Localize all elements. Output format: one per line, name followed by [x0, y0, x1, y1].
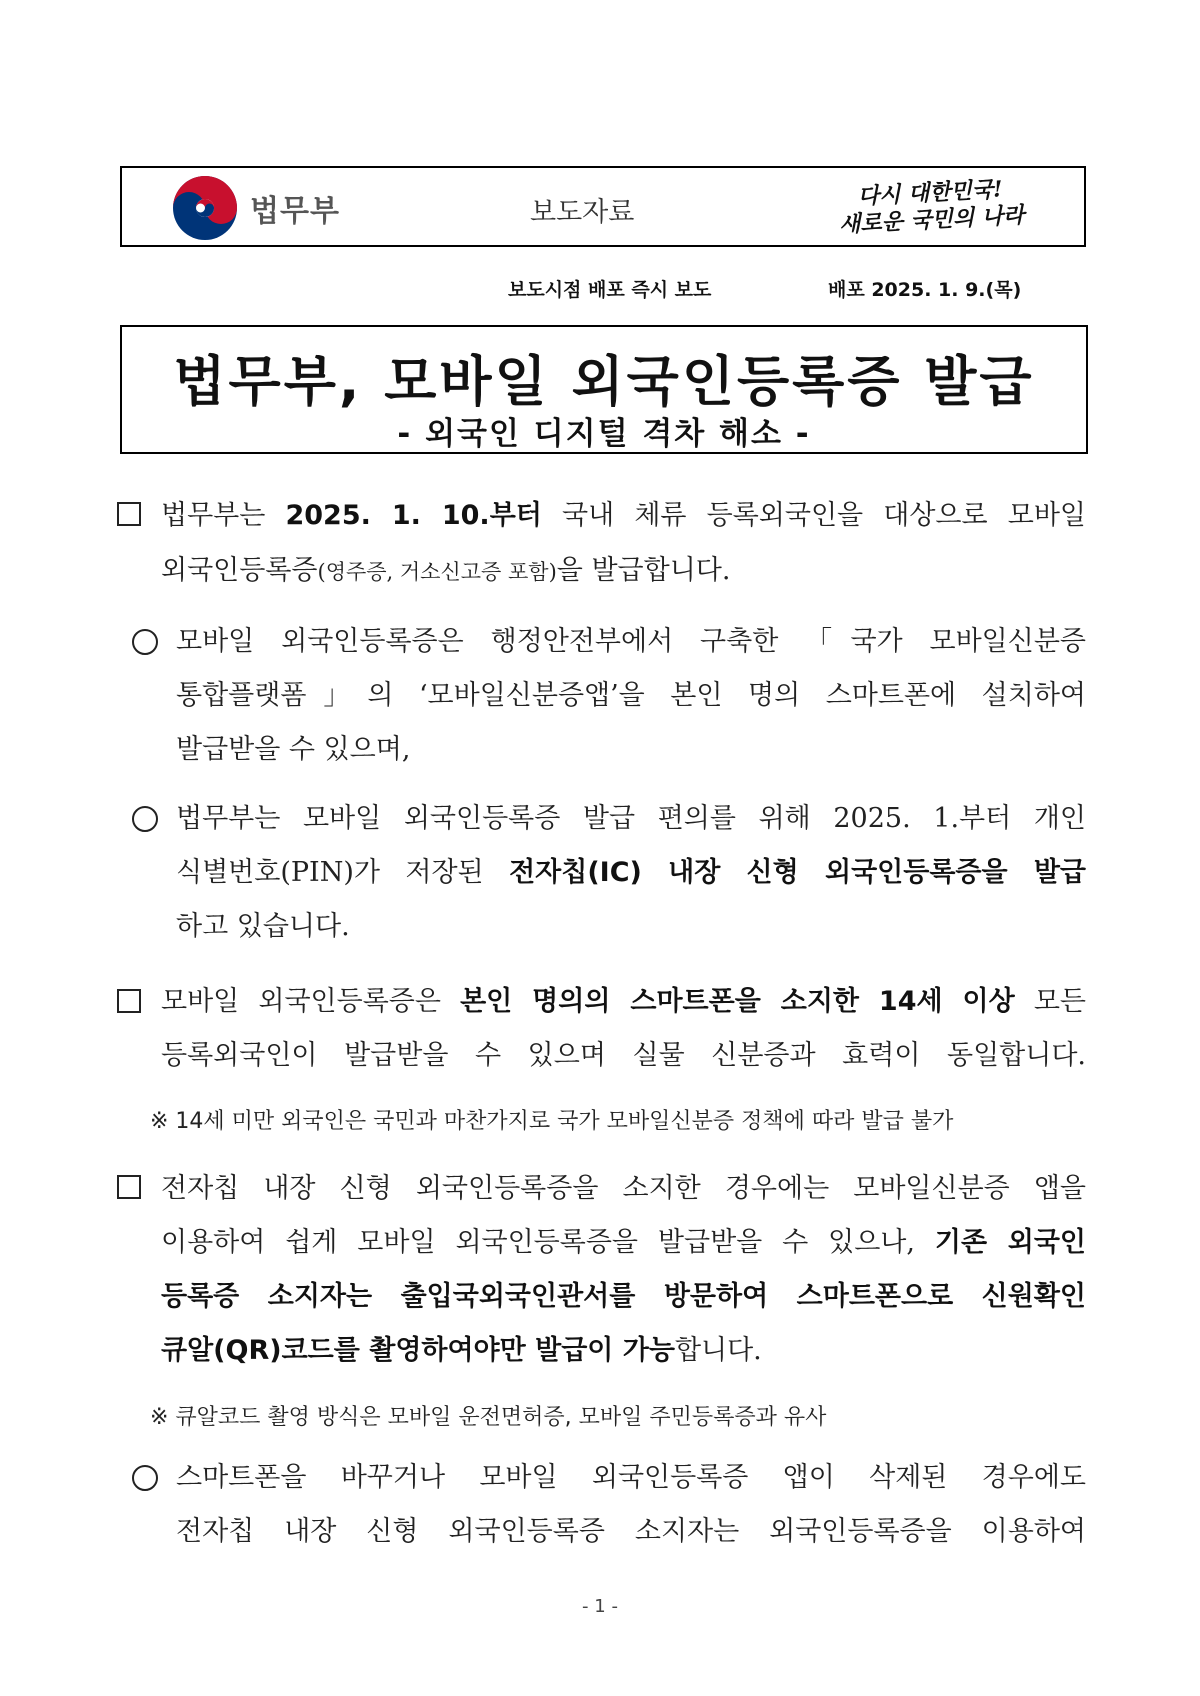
- p2-line-1: 모바일 외국인등록증은 본인 명의의 스마트폰을 소지한 14세 이상 모든: [161, 986, 1086, 1017]
- slogan-line-2: 새로운 국민의 나라: [838, 202, 1025, 238]
- slogan: [815, 174, 1048, 240]
- press-header: [120, 166, 1086, 247]
- p3-line-3: 등록증 소지자는 출입국외국인관서를 방문하여 스마트폰으로 신원확인: [161, 1281, 1086, 1312]
- circle-bullet-icon: [132, 629, 158, 655]
- government-emblem-icon: [172, 175, 238, 241]
- p1-sub2-line-3: 하고 있습니다.: [176, 911, 350, 942]
- p3-line-2: 이용하여 쉽게 모바일 외국인등록증을 발급받을 수 있으나, 기존 외국인: [161, 1227, 1086, 1258]
- release-timing: 보도시점 배포 즉시 보도: [508, 279, 712, 301]
- p1-sub1-line-2: 통합플랫폼」의 ‘모바일신분증앱’을 본인 명의 스마트폰에 설치하여: [176, 680, 1086, 711]
- square-bullet-icon: [117, 502, 141, 526]
- release-date: 배포 2025. 1. 9.(목): [828, 279, 1022, 301]
- release-info: [0, 275, 1200, 305]
- page-title: 법무부, 모바일 외국인등록증 발급: [173, 350, 1035, 413]
- p1-line-1: 법무부는 2025. 1. 10.부터 국내 체류 등록외국인을 대상으로 모바일: [161, 500, 1086, 531]
- p3-note: ※ 큐알코드 촬영 방식은 모바일 운전면허증, 모바일 주민등록증과 유사: [150, 1405, 827, 1430]
- p3-sub1-line-1: 스마트폰을 바꾸거나 모바일 외국인등록증 앱이 삭제된 경우에도: [176, 1462, 1086, 1493]
- p1-line-2: 외국인등록증(영주증, 거소신고증 포함)을 발급합니다.: [161, 555, 731, 586]
- square-bullet-icon: [117, 989, 141, 1013]
- p3-line-1: 전자칩 내장 신형 외국인등록증을 소지한 경우에는 모바일신분증 앱을: [161, 1173, 1086, 1204]
- circle-bullet-icon: [132, 1465, 158, 1491]
- p1-sub1-line-3: 발급받을 수 있으며,: [176, 734, 411, 765]
- p2-line-2: 등록외국인이 발급받을 수 있으며 실물 신분증과 효력이 동일합니다.: [161, 1040, 1086, 1071]
- p2-note: ※ 14세 미만 외국인은 국민과 마찬가지로 국가 모바일신분증 정책에 따라 발급 불가: [150, 1109, 954, 1134]
- p1-sub2-line-1: 법무부는 모바일 외국인등록증 발급 편의를 위해 2025. 1.부터 개인: [176, 803, 1086, 834]
- p3-line-4: 큐알(QR)코드를 촬영하여야만 발급이 가능합니다.: [161, 1335, 762, 1366]
- page-subtitle: - 외국인 디지털 격차 해소 -: [397, 416, 811, 452]
- p3-sub1-line-2: 전자칩 내장 신형 외국인등록증 소지자는 외국인등록증을 이용하여: [176, 1516, 1086, 1547]
- press-release-label: 보도자료: [530, 197, 635, 228]
- ministry-logo: [172, 176, 340, 240]
- title-box: [120, 325, 1088, 454]
- square-bullet-icon: [117, 1175, 141, 1199]
- p1-sub1-line-1: 모바일 외국인등록증은 행정안전부에서 구축한 「국가 모바일신분증: [176, 626, 1086, 657]
- page-number: - 1 -: [582, 1596, 618, 1617]
- p1-sub2-line-2: 식별번호(PIN)가 저장된 전자칩(IC) 내장 신형 외국인등록증을 발급: [176, 857, 1086, 888]
- circle-bullet-icon: [132, 806, 158, 832]
- slogan-line-1: 다시 대한민국!: [857, 176, 1004, 210]
- ministry-name: 법무부: [250, 194, 340, 229]
